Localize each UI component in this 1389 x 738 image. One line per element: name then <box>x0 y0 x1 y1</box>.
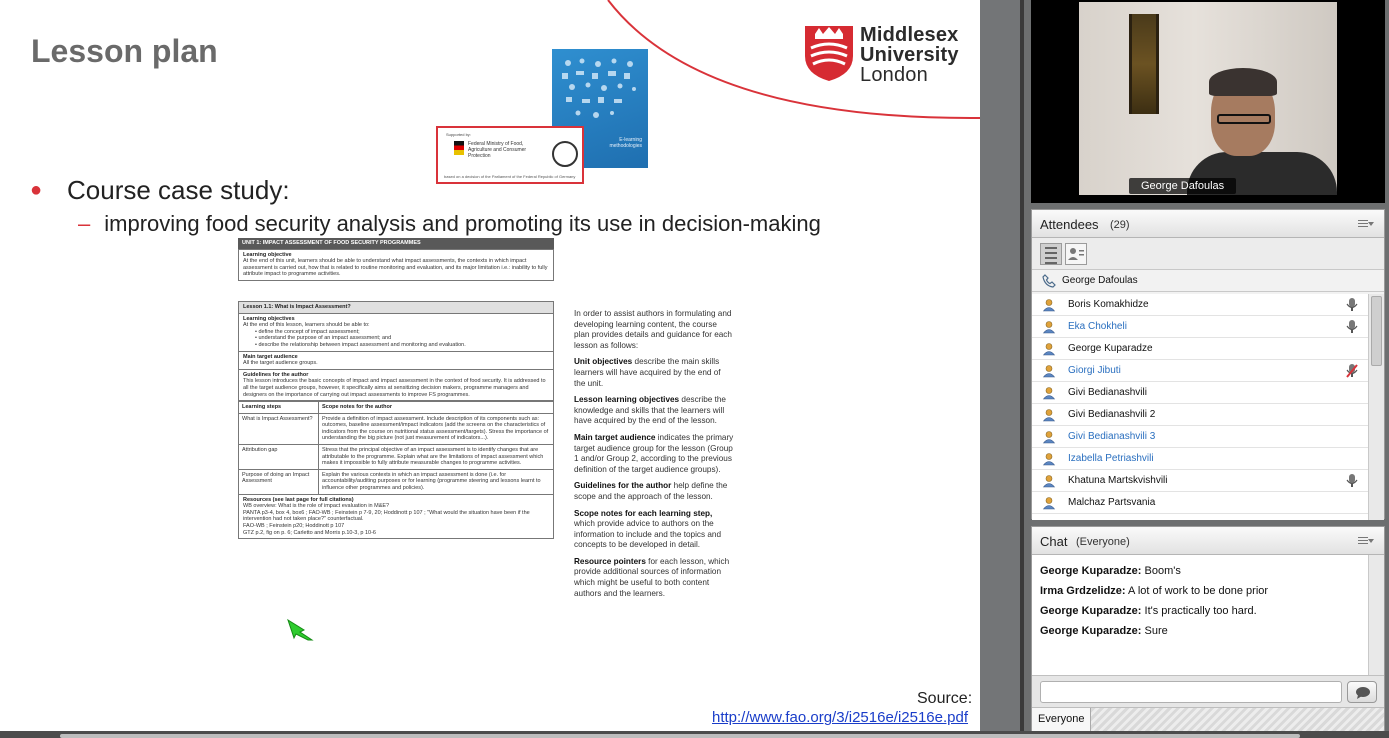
chat-message <box>1040 585 1360 597</box>
user-icon <box>1042 364 1056 378</box>
logo-text-line1: Middlesex <box>860 24 959 46</box>
attendee-row[interactable] <box>1032 492 1368 514</box>
logo-text-line2: University <box>860 44 959 66</box>
explanation-item: Resource pointers for each lesson, which provide additional sources of information which might be useful to both content authors and the learners. <box>574 556 730 598</box>
bottom-scroll-strip <box>0 731 1389 738</box>
doc-note-cell: Explain the various contexts in which an impact assessment is done (i.e. for accountability/auditing purposes or for learning (programme steering and lessons learnt to influence other programmes and policies). <box>319 469 553 494</box>
chat-text: A lot of work to be done prior <box>1125 585 1269 597</box>
panel-divider <box>980 0 1024 738</box>
user-icon <box>1042 320 1056 334</box>
attendee-row[interactable] <box>1032 470 1368 492</box>
chat-sender: George Kuparadze: <box>1040 565 1142 577</box>
chat-footer <box>1032 707 1384 731</box>
chat-message <box>1040 605 1360 617</box>
chat-compose <box>1032 675 1384 707</box>
attendee-name: Izabella Petriashvili <box>1068 453 1154 464</box>
slide-title: Lesson plan <box>31 33 218 69</box>
presenter-hair <box>1209 68 1277 96</box>
doc-objective-item: • understand the purpose of an impact assessment; and <box>255 335 392 342</box>
doc-step-cell: What is Impact Assessment? <box>239 413 319 444</box>
doc-heading: Learning objectives <box>243 315 295 322</box>
doc-objective-item: • describe the relationship between impact assessment and monitoring and evaluation. <box>255 341 466 348</box>
doc-resource-line: PANTA p3-4, box 4, box6 ; FAO-WB ; Feinstein p 7-9, 20; Hoddinott p 107 ; "What would the situation have been if the intervention had not taken place?" counterfactual. <box>243 509 530 523</box>
ministry-name: Federal Ministry of Food, Agriculture and Consumer Protection <box>468 141 527 159</box>
parliament-note: based on a decision of the Parliament of the Federal Republic of Germany <box>444 174 576 179</box>
doc-resources <box>238 495 554 540</box>
doc-unit-title: UNIT 1: IMPACT ASSESSMENT OF FOOD SECURITY PROGRAMMES <box>238 238 554 249</box>
doc-note-cell: Provide a definition of impact assessment. Include description of its components such as: outcomes, baseline assessment/impact indicators (add the screens on the characteristics of indicators from the course on nutritional status assessment/targets). Stress the importance of understanding the big picture (not just measurement of indicators...). <box>319 413 553 444</box>
doc-text: At the end of this lesson, learners should be able to: <box>243 322 370 329</box>
user-card-icon <box>1066 244 1086 264</box>
book-pattern-icon <box>558 55 642 125</box>
host-row[interactable] <box>1032 270 1384 292</box>
attendee-row[interactable] <box>1032 294 1368 316</box>
attendee-row[interactable] <box>1032 426 1368 448</box>
attendees-title: Attendees <box>1040 217 1099 232</box>
doc-col-header: Learning steps <box>239 401 319 413</box>
attendee-name: Givi Bedianashvili 2 <box>1068 409 1156 420</box>
logo-text-line3: London <box>860 64 928 86</box>
wall-tapestry <box>1129 14 1159 114</box>
doc-step-cell: Attribution gap <box>239 444 319 469</box>
doc-audience <box>238 352 554 370</box>
doc-step-cell: Purpose of doing an Impact Assessment <box>239 469 319 494</box>
green-pointer-arrow-icon <box>286 616 316 642</box>
chat-tab-everyone[interactable]: Everyone <box>1032 708 1091 731</box>
attendee-name: Khatuna Martskvishvili <box>1068 475 1168 486</box>
doc-note-cell: Stress that the principal objective of an impact assessment is to identify changes that are attributable to the programme. Explain what are the limitations of impact assessment which makes it impossible to fully attribute measurable changes to programme activities. <box>319 444 553 469</box>
mic-icon <box>1345 473 1359 489</box>
german-flag-icon <box>454 141 464 155</box>
chat-message <box>1040 565 1360 577</box>
user-icon <box>1042 452 1056 466</box>
chat-header <box>1032 527 1384 555</box>
doc-objective-item: • define the concept of impact assessment; <box>255 328 360 335</box>
attendee-row[interactable] <box>1032 338 1368 360</box>
attendees-pod <box>1031 209 1385 519</box>
attendees-toolbar <box>1032 238 1384 270</box>
attendee-name: Malchaz Partsvania <box>1068 497 1156 508</box>
doc-col-header: Scope notes for the author <box>319 401 553 413</box>
mic-icon <box>1345 319 1359 335</box>
attendee-scrollbar[interactable] <box>1368 294 1384 520</box>
fao-logo-icon <box>552 141 578 167</box>
chat-pod <box>1031 526 1385 731</box>
chat-sender: George Kuparadze: <box>1040 605 1142 617</box>
sub-bullet-text: improving food security analysis and promoting its use in decision-making <box>104 211 821 236</box>
doc-heading: Learning objective <box>243 251 292 258</box>
doc-resource-line: FAO-WB ; Feinstein p20; Hoddinott p 107 <box>243 523 345 529</box>
video-name-label: George Dafoulas <box>1129 178 1236 194</box>
user-icon <box>1042 342 1056 356</box>
explanation-item: Scope notes for each learning step, which provide advice to authors on the information to include and the topics and concepts to be developed in detail. <box>574 508 722 550</box>
bullet-main-text: Course case study: <box>67 175 290 205</box>
attendee-name: Givi Bedianashvili <box>1068 387 1147 398</box>
explanation-item: Guidelines for the author help define the scope and the approach of the lesson. <box>574 481 728 501</box>
explanation-item: Lesson learning objectives describe the knowledge and skills that the learners will have acquired by the end of the lesson. <box>574 395 726 426</box>
chat-message <box>1040 625 1360 637</box>
attendees-header <box>1032 210 1384 238</box>
book-cover-text: E-learning methodologies <box>609 137 642 149</box>
video-pod <box>1031 0 1385 203</box>
presenter-glasses <box>1217 114 1271 124</box>
attendee-name: Giorgi Jibuti <box>1068 365 1121 376</box>
explanation-intro: In order to assist authors in formulating and developing learning content, the course plan provides details and guidance for each lesson as follows: <box>574 309 732 350</box>
doc-lesson-title: Lesson 1.1: What is Impact Assessment? <box>238 301 554 314</box>
chat-scope: (Everyone) <box>1076 536 1130 548</box>
host-name: George Dafoulas <box>1062 275 1138 286</box>
doc-text: This lesson introduces the basic concepts of impact and impact assessment in the context of food security. It is addressed to all the target audience groups, however, it specifically aims at sensitizing decision makers, programme managers and designers on the importance of carrying out impact assessments to improve FS programmes. <box>243 378 546 398</box>
attendee-name: Eka Chokheli <box>1068 321 1127 332</box>
attendee-list <box>1032 294 1368 520</box>
chat-text: Boom's <box>1141 565 1181 577</box>
chat-text: It's practically too hard. <box>1141 605 1257 617</box>
explanation-item: Main target audience indicates the primary target audience group for the lesson (Group 1 and/or Group 2, according to the previous definition of the target audience groups). <box>574 432 734 474</box>
attendee-row[interactable] <box>1032 404 1368 426</box>
pod-menu-icon[interactable] <box>1358 220 1374 228</box>
attendee-name: Givi Bedianashvili 3 <box>1068 431 1156 442</box>
supported-by-image <box>436 126 584 184</box>
attendee-name: George Kuparadze <box>1068 343 1153 354</box>
doc-steps-table <box>238 401 554 495</box>
doc-heading: Resources (see last page for full citations) <box>243 496 354 503</box>
user-icon <box>1042 408 1056 422</box>
chat-sender: Irma Grdzelidze: <box>1040 585 1126 597</box>
send-message-button[interactable] <box>1347 681 1377 703</box>
dash-icon: – <box>78 211 91 236</box>
doc-lesson-objectives <box>238 314 554 352</box>
user-icon <box>1042 430 1056 444</box>
mic-icon <box>1345 297 1359 313</box>
chat-scrollbar[interactable] <box>1368 555 1384 675</box>
attendee-row[interactable] <box>1032 360 1368 382</box>
doc-unit-objective <box>238 249 554 281</box>
attendee-row[interactable] <box>1032 316 1368 338</box>
chat-text: Sure <box>1141 625 1168 637</box>
attendee-row[interactable] <box>1032 448 1368 470</box>
attendee-name: Boris Komakhidze <box>1068 299 1149 310</box>
sub-bullet <box>78 211 821 237</box>
chat-sender: George Kuparadze: <box>1040 625 1142 637</box>
doc-resource-line: WB overview: What is the role of impact evaluation in M&E? <box>243 503 390 510</box>
doc-heading: Main target audience <box>243 353 298 360</box>
pod-menu-icon[interactable] <box>1358 537 1374 545</box>
explanation-item: Unit objectives describe the main skills learners will have acquired by the end of the unit. <box>574 357 721 388</box>
list-view-button[interactable] <box>1040 243 1062 265</box>
user-icon <box>1042 474 1056 488</box>
doc-text: All the target audience groups. <box>243 360 318 367</box>
phone-icon <box>1042 274 1056 288</box>
source-label: Source: <box>917 690 973 707</box>
source-link[interactable]: http://www.fao.org/3/i2516e/i2516e.pdf <box>712 709 969 726</box>
doc-heading: Guidelines for the author <box>243 371 309 378</box>
attendee-row[interactable] <box>1032 382 1368 404</box>
user-view-button[interactable] <box>1065 243 1087 265</box>
university-crest-icon <box>803 24 855 82</box>
chat-title: Chat <box>1040 534 1068 549</box>
webcam-video <box>1079 2 1337 195</box>
attendees-count: (29) <box>1110 219 1130 231</box>
doc-guidelines <box>238 370 554 401</box>
user-icon <box>1042 298 1056 312</box>
lesson-plan-explanation <box>574 309 734 605</box>
mic-muted-icon <box>1345 363 1359 379</box>
chat-input[interactable] <box>1040 681 1342 703</box>
doc-resource-line: GTZ p.2, fig on p. 6; Carletto and Morris p.10-3, p 10-6 <box>243 529 376 536</box>
user-icon <box>1042 386 1056 400</box>
doc-text: At the end of this unit, learners should be able to understand what impact assessments, the contexts in which impact assessment is carried out, how that is related to routine monitoring and evaluation, and its major limitation i.e.: inability to fully attribute impact to programme activities. <box>243 258 548 278</box>
supported-by-label: Supported by: <box>446 132 471 137</box>
bullet-dot-icon: ● <box>30 179 43 201</box>
user-icon <box>1042 496 1056 510</box>
speech-bubble-icon <box>1355 686 1371 699</box>
chat-messages <box>1032 555 1368 675</box>
